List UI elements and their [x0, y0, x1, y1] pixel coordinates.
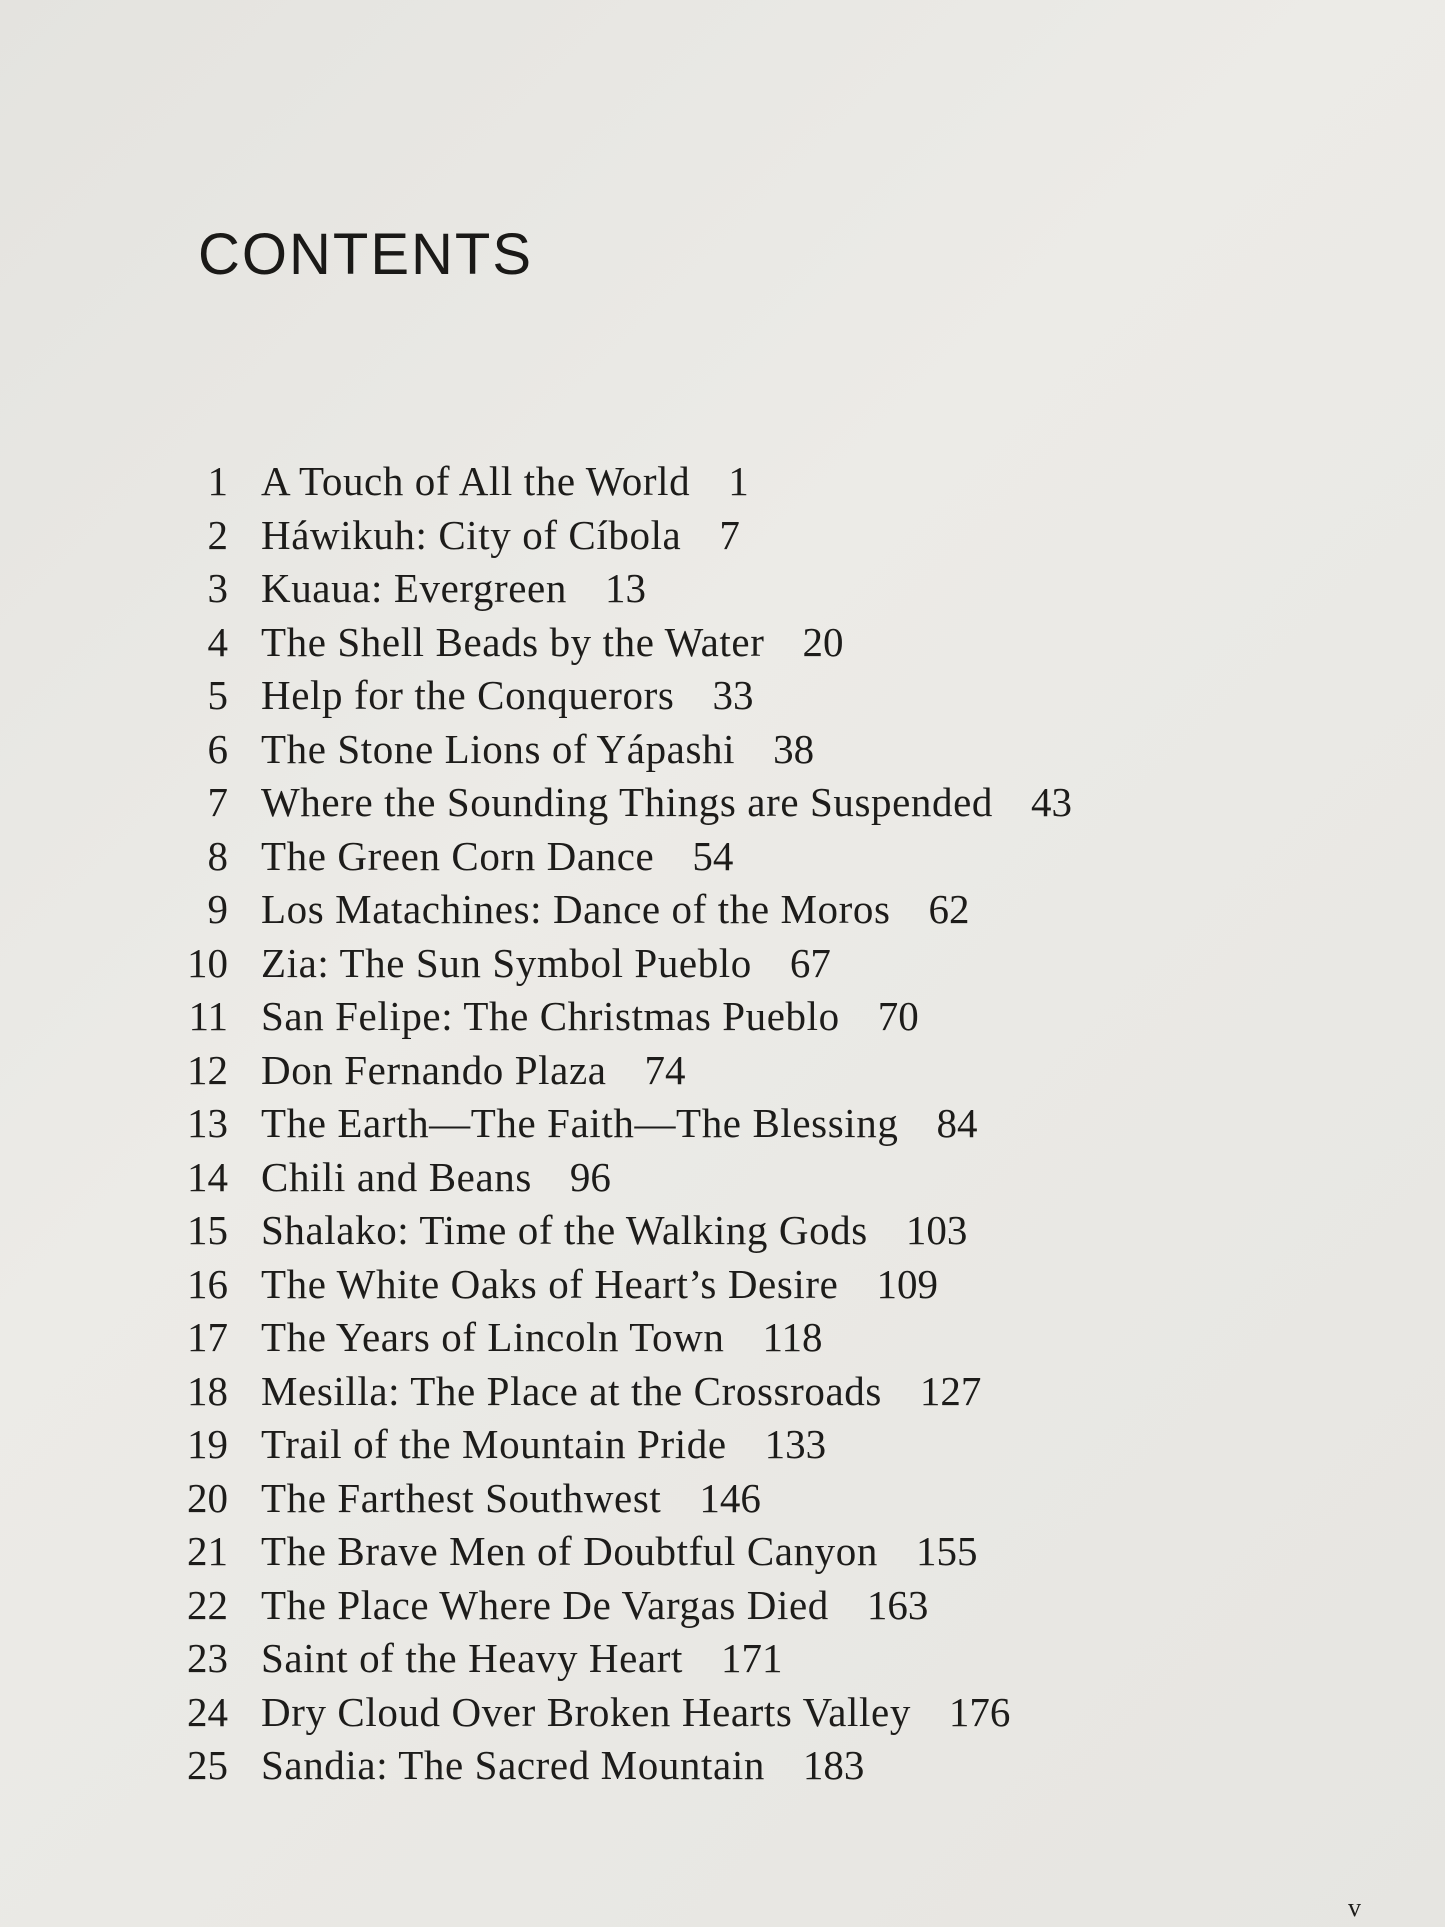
chapter-number: 8 [207, 832, 228, 879]
toc-entry [160, 1418, 1072, 1472]
page-number: 133 [764, 1421, 827, 1467]
chapter-title: Sandia: The Sacred Mountain [261, 1742, 765, 1788]
chapter-number: 1 [207, 458, 228, 504]
chapter-number: 7 [207, 779, 228, 825]
page-number: 118 [762, 1314, 823, 1360]
page-number: 54 [692, 832, 734, 879]
chapter-title: The Farthest Southwest [261, 1474, 662, 1521]
page-number: 38 [773, 725, 815, 772]
chapter-title: The Stone Lions of Yápashi [261, 725, 736, 772]
toc-entry [160, 1525, 1072, 1579]
chapter-title: The Years of Lincoln Town [261, 1314, 725, 1360]
toc-entry [160, 1472, 1072, 1526]
chapter-title: Los Matachines: Dance of the Moros [261, 886, 891, 932]
chapter-number: 23 [187, 1635, 228, 1681]
page-folio: v [1348, 1893, 1361, 1922]
page-number: 1 [728, 458, 749, 504]
chapter-title: Háwikuh: City of Cíbola [261, 511, 682, 558]
page-number: 74 [644, 1046, 686, 1093]
chapter-number: 2 [207, 511, 228, 558]
chapter-title: The White Oaks of Heart’s Desire [261, 1260, 839, 1307]
page-number: 67 [789, 939, 831, 986]
chapter-number: 3 [207, 565, 228, 611]
toc-entry [160, 1311, 1072, 1365]
chapter-number: 13 [187, 1100, 228, 1146]
page-number: 62 [928, 886, 970, 932]
chapter-title: Saint of the Heavy Heart [261, 1635, 683, 1681]
page-number: 43 [1031, 779, 1073, 825]
page-number: 163 [866, 1581, 929, 1628]
page-number: 176 [948, 1688, 1011, 1735]
toc-entry [160, 1579, 1072, 1633]
page-number: 70 [877, 993, 919, 1039]
chapter-title: Where the Sounding Things are Suspended [261, 779, 994, 825]
page-number: 33 [712, 672, 754, 718]
page-number: 155 [915, 1528, 978, 1574]
toc-entry [160, 616, 1072, 670]
chapter-number: 5 [207, 672, 228, 718]
toc-entry [160, 509, 1072, 563]
chapter-title: The Place Where De Vargas Died [261, 1581, 829, 1628]
toc-entry [160, 1739, 1072, 1793]
page-number: 127 [919, 1367, 982, 1414]
chapter-number: 18 [187, 1367, 228, 1414]
page-number: 20 [802, 618, 844, 665]
chapter-number: 9 [207, 886, 228, 932]
chapter-number: 4 [207, 618, 228, 665]
chapter-number: 6 [207, 725, 228, 772]
chapter-title: Mesilla: The Place at the Crossroads [261, 1367, 882, 1414]
page-number: 84 [936, 1100, 978, 1146]
page-number: 183 [802, 1742, 865, 1788]
chapter-title: A Touch of All the World [261, 458, 691, 504]
toc-entry [160, 1686, 1072, 1740]
chapter-number: 14 [187, 1153, 228, 1200]
chapter-title: The Shell Beads by the Water [261, 618, 765, 665]
chapter-title: Chili and Beans [261, 1153, 532, 1200]
chapter-title: The Earth—The Faith—The Blessing [261, 1100, 899, 1146]
toc-entry [160, 1044, 1072, 1098]
chapter-title: The Green Corn Dance [261, 832, 655, 879]
chapter-title: Zia: The Sun Symbol Pueblo [261, 939, 752, 986]
table-of-contents [160, 455, 1072, 1793]
chapter-number: 20 [187, 1474, 228, 1521]
chapter-title: Kuaua: Evergreen [261, 565, 567, 611]
toc-entry [160, 1632, 1072, 1686]
toc-entry [160, 1151, 1072, 1205]
page-number: 7 [719, 511, 740, 558]
toc-entry [160, 1097, 1072, 1151]
chapter-title: Don Fernando Plaza [261, 1046, 607, 1093]
toc-entry [160, 883, 1072, 937]
chapter-number: 17 [187, 1314, 228, 1360]
page-number: 109 [876, 1260, 938, 1307]
page-number: 171 [720, 1635, 783, 1681]
toc-entry [160, 562, 1072, 616]
chapter-number: 11 [188, 993, 228, 1039]
toc-entry [160, 669, 1072, 723]
toc-entry [160, 830, 1072, 884]
chapter-title: Help for the Conquerors [261, 672, 675, 718]
chapter-number: 10 [187, 939, 228, 986]
toc-entry [160, 776, 1072, 830]
toc-entry [160, 455, 1072, 509]
page-number: 96 [569, 1153, 611, 1200]
page-number: 103 [905, 1207, 968, 1253]
chapter-number: 25 [187, 1742, 228, 1788]
chapter-number: 21 [187, 1528, 228, 1574]
chapter-title: Trail of the Mountain Pride [261, 1421, 727, 1467]
chapter-number: 15 [187, 1207, 228, 1253]
page-title: CONTENTS [198, 222, 533, 287]
page-number: 146 [699, 1474, 761, 1521]
toc-entry [160, 990, 1072, 1044]
chapter-number: 19 [187, 1421, 228, 1467]
chapter-number: 24 [187, 1688, 228, 1735]
toc-entry [160, 723, 1072, 777]
chapter-number: 12 [187, 1046, 228, 1093]
page-number: 13 [604, 565, 646, 611]
toc-entry [160, 1258, 1072, 1312]
toc-entry [160, 1204, 1072, 1258]
toc-entry [160, 1365, 1072, 1419]
toc-entry [160, 937, 1072, 991]
chapter-title: Dry Cloud Over Broken Hearts Valley [261, 1688, 911, 1735]
chapter-title: The Brave Men of Doubtful Canyon [261, 1528, 878, 1574]
chapter-title: San Felipe: The Christmas Pueblo [261, 993, 840, 1039]
chapter-number: 16 [187, 1260, 228, 1307]
chapter-title: Shalako: Time of the Walking Gods [261, 1207, 868, 1253]
chapter-number: 22 [187, 1581, 228, 1628]
